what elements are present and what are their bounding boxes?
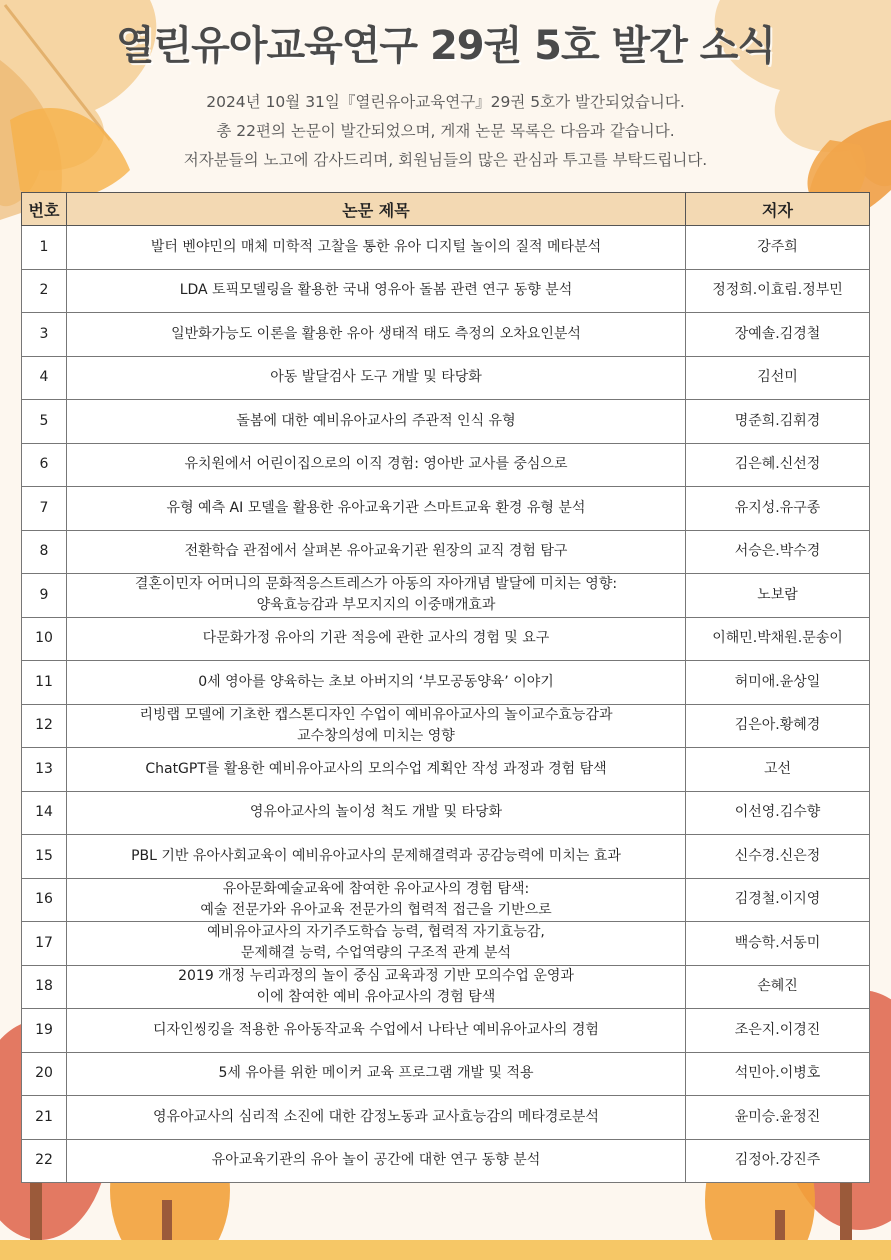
header-author: 저자	[686, 193, 870, 226]
paper-title	[67, 1139, 686, 1183]
row-number: 1	[22, 226, 67, 270]
paper-title	[67, 704, 686, 748]
paper-authors: 신수경.신은정	[686, 835, 870, 879]
paper-title	[67, 356, 686, 400]
paper-title	[67, 835, 686, 879]
paper-title-line: 교수창의성에 미치는 영향	[297, 727, 455, 744]
table-row	[22, 530, 870, 574]
paper-title-line: 2019 개정 누리과정의 놀이 중심 교육과정 기반 모의수업 운영과	[178, 967, 574, 984]
paper-title-line: ChatGPT를 활용한 예비유아교사의 모의수업 계획안 작성 과정과 경험 탐색	[145, 760, 607, 777]
paper-authors: 고선	[686, 748, 870, 792]
table-row	[22, 661, 870, 705]
paper-title	[67, 878, 686, 922]
paper-authors: 강주희	[686, 226, 870, 270]
paper-authors: 김경철.이지영	[686, 878, 870, 922]
paper-authors: 노보람	[686, 574, 870, 618]
page-title: 열린유아교육연구 29권 5호 발간 소식	[115, 23, 776, 69]
table-row	[22, 574, 870, 618]
row-number: 16	[22, 878, 67, 922]
table-row	[22, 400, 870, 444]
paper-authors: 장예솔.김경철	[686, 313, 870, 357]
row-number: 7	[22, 487, 67, 531]
paper-title	[67, 487, 686, 531]
paper-title	[67, 922, 686, 966]
paper-title	[67, 574, 686, 618]
paper-title-line: 결혼이민자 어머니의 문화적응스트레스가 아동의 자아개념 발달에 미치는 영향:	[134, 576, 618, 593]
table-row	[22, 356, 870, 400]
paper-title-line: PBL 기반 유아사회교육이 예비유아교사의 문제해결력과 공감능력에 미치는 효과	[131, 847, 621, 864]
row-number: 10	[22, 617, 67, 661]
paper-title	[67, 1096, 686, 1140]
row-number: 22	[22, 1139, 67, 1183]
table-row	[22, 443, 870, 487]
paper-title-line: 예비유아교사의 자기주도학습 능력, 협력적 자기효능감,	[207, 924, 545, 941]
paper-title	[67, 530, 686, 574]
paper-authors: 김은아.황혜경	[686, 704, 870, 748]
table-row	[22, 1052, 870, 1096]
paper-title	[67, 400, 686, 444]
paper-title-line: 리빙랩 모델에 기초한 캡스톤디자인 수업이 예비유아교사의 놀이교수효능감과	[139, 706, 613, 723]
row-number: 18	[22, 965, 67, 1009]
header-title: 논문 제목	[67, 193, 686, 226]
row-number: 3	[22, 313, 67, 357]
paper-title-line: 유형 예측 AI 모델을 활용한 유아교육기관 스마트교육 환경 유형 분석	[166, 499, 586, 516]
paper-list-table	[21, 192, 870, 1183]
paper-title	[67, 748, 686, 792]
row-number: 13	[22, 748, 67, 792]
row-number: 11	[22, 661, 67, 705]
paper-title	[67, 313, 686, 357]
row-number: 6	[22, 443, 67, 487]
table-row	[22, 313, 870, 357]
paper-title-line: 발터 벤야민의 매체 미학적 고찰을 통한 유아 디지털 놀이의 질적 메타분석	[150, 238, 602, 255]
paper-title	[67, 443, 686, 487]
paper-title	[67, 617, 686, 661]
paper-title	[67, 661, 686, 705]
paper-authors: 서승은.박수경	[686, 530, 870, 574]
paper-authors: 조은지.이경진	[686, 1009, 870, 1053]
table-row	[22, 965, 870, 1009]
paper-title-line: 아동 발달검사 도구 개발 및 타당화	[270, 369, 482, 386]
row-number: 19	[22, 1009, 67, 1053]
paper-title-line: 양육효능감과 부모지지의 이중매개효과	[256, 597, 496, 614]
paper-authors: 정정희.이효림.정부민	[686, 269, 870, 313]
paper-title-line: 유치원에서 어린이집으로의 이직 경험: 영아반 교사를 중심으로	[184, 456, 568, 473]
table-row	[22, 1096, 870, 1140]
table-row	[22, 617, 870, 661]
table-row	[22, 1139, 870, 1183]
row-number: 5	[22, 400, 67, 444]
row-number: 2	[22, 269, 67, 313]
paper-title	[67, 791, 686, 835]
row-number: 8	[22, 530, 67, 574]
table-row	[22, 487, 870, 531]
intro-line: 2024년 10월 31일『열린유아교육연구』29권 5호가 발간되었습니다.	[206, 93, 685, 111]
row-number: 20	[22, 1052, 67, 1096]
table-row	[22, 704, 870, 748]
row-number: 12	[22, 704, 67, 748]
paper-title	[67, 226, 686, 270]
paper-title-line: 전환학습 관점에서 살펴본 유아교육기관 원장의 교직 경험 탐구	[184, 543, 568, 560]
paper-title-line: 돌봄에 대한 예비유아교사의 주관적 인식 유형	[236, 412, 516, 429]
paper-authors: 유지성.유구종	[686, 487, 870, 531]
paper-title-line: 0세 영아를 양육하는 초보 아버지의 ‘부모공동양육’ 이야기	[198, 673, 554, 690]
paper-authors: 김은혜.신선정	[686, 443, 870, 487]
table-row	[22, 748, 870, 792]
table-header-row	[22, 193, 870, 226]
paper-authors: 손혜진	[686, 965, 870, 1009]
row-number: 17	[22, 922, 67, 966]
paper-authors: 김정아.강진주	[686, 1139, 870, 1183]
paper-title-line: 이에 참여한 예비 유아교사의 경험 탐색	[256, 988, 496, 1005]
paper-title-line: 다문화가정 유아의 기관 적응에 관한 교사의 경험 및 요구	[202, 630, 550, 647]
paper-authors: 명준희.김휘경	[686, 400, 870, 444]
paper-title-line: 영유아교사의 심리적 소진에 대한 감정노동과 교사효능감의 메타경로분석	[153, 1108, 599, 1125]
table-row	[22, 1009, 870, 1053]
row-number: 15	[22, 835, 67, 879]
table-row	[22, 226, 870, 270]
paper-title-line: 일반화가능도 이론을 활용한 유아 생태적 태도 측정의 오차요인분석	[171, 325, 581, 342]
table-row	[22, 791, 870, 835]
paper-title	[67, 1009, 686, 1053]
paper-title	[67, 965, 686, 1009]
table-row	[22, 878, 870, 922]
paper-title-line: 문제해결 능력, 수업역량의 구조적 관계 분석	[240, 945, 512, 962]
header-number: 번호	[22, 193, 67, 226]
paper-title-line: 영유아교사의 놀이성 척도 개발 및 타당화	[249, 804, 503, 821]
paper-authors: 허미애.윤상일	[686, 661, 870, 705]
paper-authors: 윤미승.윤정진	[686, 1096, 870, 1140]
table-row	[22, 835, 870, 879]
paper-authors: 백승학.서동미	[686, 922, 870, 966]
paper-authors: 이해민.박채원.문송이	[686, 617, 870, 661]
paper-title-line: 예술 전문가와 유아교육 전문가의 협력적 접근을 기반으로	[200, 901, 552, 918]
table-row	[22, 922, 870, 966]
intro-line: 저자분들의 노고에 감사드리며, 회원님들의 많은 관심과 투고를 부탁드립니다.	[183, 151, 708, 169]
paper-title	[67, 269, 686, 313]
paper-title	[67, 1052, 686, 1096]
intro-text	[0, 88, 891, 175]
table-body	[22, 226, 870, 1183]
paper-authors: 김선미	[686, 356, 870, 400]
paper-authors: 석민아.이병호	[686, 1052, 870, 1096]
row-number: 9	[22, 574, 67, 618]
paper-authors: 이선영.김수향	[686, 791, 870, 835]
intro-line: 총 22편의 논문이 발간되었으며, 게재 논문 목록은 다음과 같습니다.	[216, 122, 675, 140]
paper-title-line: 디자인씽킹을 적용한 유아동작교육 수업에서 나타난 예비유아교사의 경험	[153, 1021, 599, 1038]
paper-title-line: 유아교육기관의 유아 놀이 공간에 대한 연구 동향 분석	[211, 1152, 541, 1169]
row-number: 14	[22, 791, 67, 835]
row-number: 4	[22, 356, 67, 400]
paper-title-line: LDA 토픽모델링을 활용한 국내 영유아 돌봄 관련 연구 동향 분석	[179, 282, 573, 299]
table-row	[22, 269, 870, 313]
paper-title-line: 유아문화예술교육에 참여한 유아교사의 경험 탐색:	[222, 880, 530, 897]
paper-title-line: 5세 유아를 위한 메이커 교육 프로그램 개발 및 적용	[218, 1065, 534, 1082]
row-number: 21	[22, 1096, 67, 1140]
